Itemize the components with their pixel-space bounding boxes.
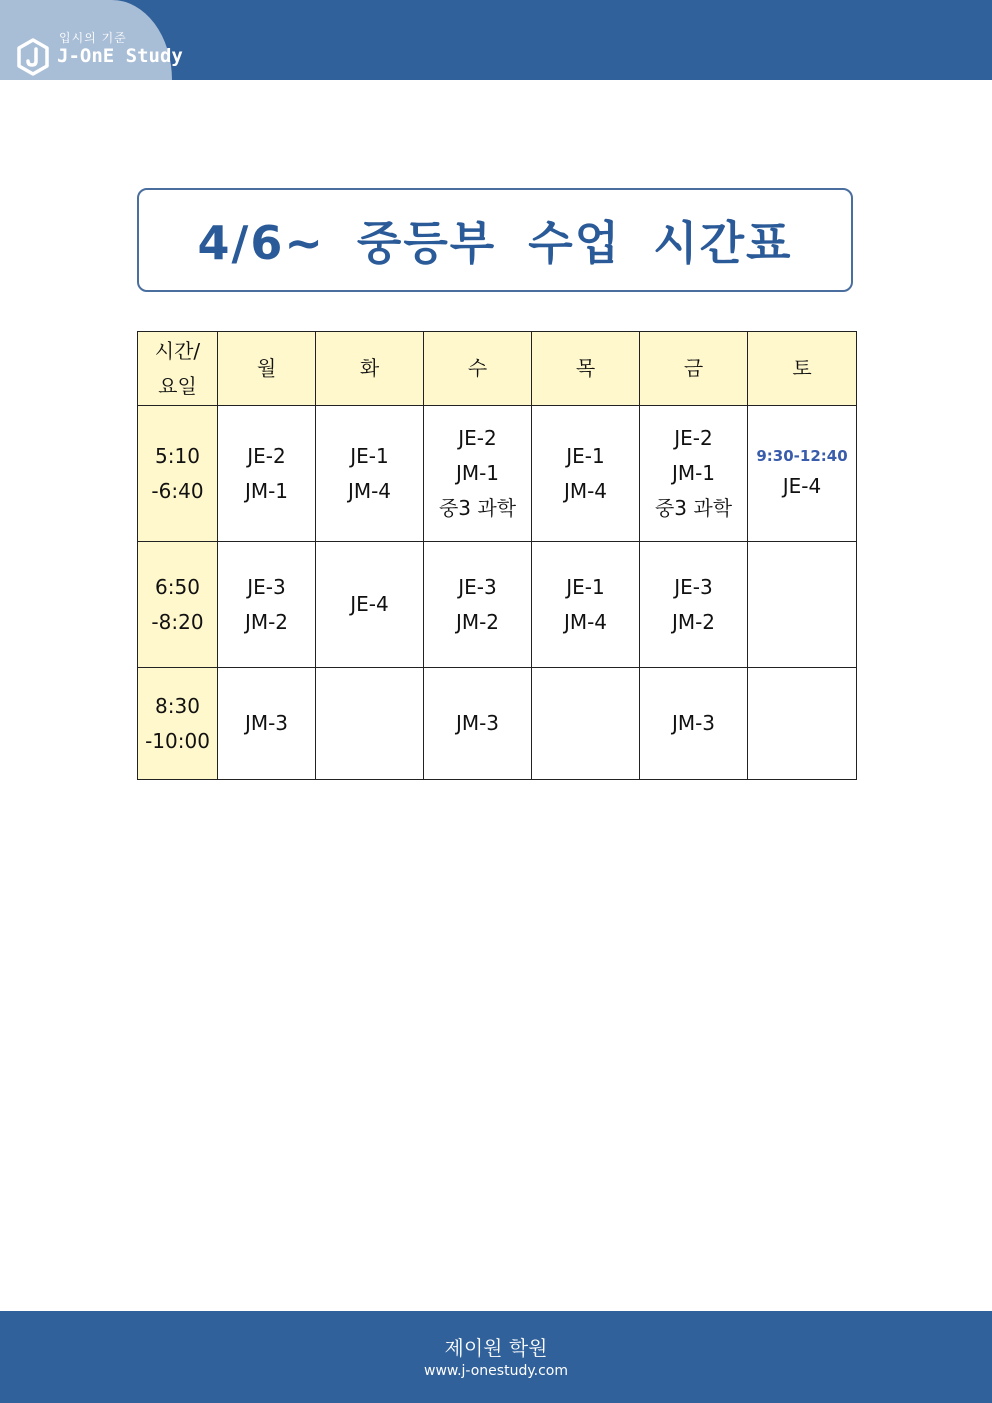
corner-cell (138, 332, 218, 406)
class-cell (532, 668, 640, 780)
cell-line: JM-1 (671, 461, 716, 485)
cell-line: JM-3 (671, 711, 716, 735)
time-cell (138, 406, 218, 542)
class-cell (218, 406, 316, 542)
table-row (138, 668, 857, 780)
table-header-row (138, 332, 857, 406)
class-cell (316, 668, 424, 780)
cell-line: 5:10 (155, 443, 200, 468)
cell-line: JE-3 (458, 574, 497, 599)
table-row (138, 406, 857, 542)
class-cell (640, 668, 748, 780)
page-title: 4/6~ 중등부 수업 시간표 (197, 216, 793, 270)
cell-line: 중3 과학 (654, 496, 733, 520)
day-header-fri: 금 (640, 332, 748, 406)
class-cell (424, 406, 532, 542)
cell-line: 중3 과학 (438, 496, 517, 520)
class-cell (218, 668, 316, 780)
class-cell (316, 406, 424, 542)
cell-line: JM-2 (455, 609, 500, 634)
day-header-sat: 토 (748, 332, 857, 406)
class-cell (532, 542, 640, 668)
class-cell-saturday (748, 406, 857, 542)
class-cell (532, 406, 640, 542)
footer-bar (0, 1311, 992, 1403)
cell-line: JM-2 (244, 609, 289, 634)
logo-hexagon-icon (16, 38, 50, 76)
cell-line: 요일 (158, 373, 197, 398)
day-header-tue: 화 (316, 332, 424, 406)
cell-line: JM-1 (455, 461, 500, 485)
footer-url[interactable]: www.j-onestudy.com (424, 1363, 568, 1379)
table-row (138, 542, 857, 668)
cell-line: JM-3 (244, 711, 289, 735)
cell-line: JM-1 (244, 478, 289, 503)
cell-line: JE-2 (458, 426, 497, 450)
day-header-mon: 월 (218, 332, 316, 406)
class-cell (316, 542, 424, 668)
logo-brand: J-OnE Study (57, 45, 183, 67)
time-cell (138, 668, 218, 780)
saturday-time-label: 9:30-12:40 (756, 447, 848, 465)
cell-line: JM-3 (455, 711, 500, 735)
cell-line: 8:30 (155, 693, 200, 718)
cell-line: JE-1 (350, 443, 389, 468)
saturday-classes (748, 469, 856, 504)
class-cell (424, 542, 532, 668)
class-cell (218, 542, 316, 668)
cell-line: 6:50 (155, 574, 200, 599)
cell-line: JE-4 (350, 592, 389, 616)
title-box (137, 188, 853, 292)
cell-line: JE-2 (247, 443, 286, 468)
class-cell (640, 542, 748, 668)
cell-line: JM-4 (563, 609, 608, 634)
day-header-wed: 수 (424, 332, 532, 406)
class-cell (424, 668, 532, 780)
day-header-thu: 목 (532, 332, 640, 406)
footer-academy-name: 제이원 학원 (444, 1336, 548, 1360)
cell-line: JM-4 (563, 478, 608, 503)
cell-line: JM-4 (347, 478, 392, 503)
cell-line: -8:20 (151, 609, 204, 634)
class-cell (748, 542, 857, 668)
logo-tagline: 입시의 기준 (59, 31, 127, 45)
cell-line: -10:00 (145, 728, 210, 753)
cell-line: -6:40 (151, 478, 204, 503)
cell-line: JE-1 (566, 574, 605, 599)
class-cell (640, 406, 748, 542)
cell-line: JE-3 (247, 574, 286, 599)
schedule-table (137, 331, 857, 780)
cell-line: JE-2 (674, 426, 713, 450)
cell-line: JE-3 (674, 574, 713, 599)
class-cell (748, 668, 857, 780)
cell-line: JE-1 (566, 443, 605, 468)
cell-line: 시간/ (154, 338, 201, 363)
cell-line: JM-2 (671, 609, 716, 634)
cell-line: JE-4 (782, 474, 822, 498)
time-cell (138, 542, 218, 668)
